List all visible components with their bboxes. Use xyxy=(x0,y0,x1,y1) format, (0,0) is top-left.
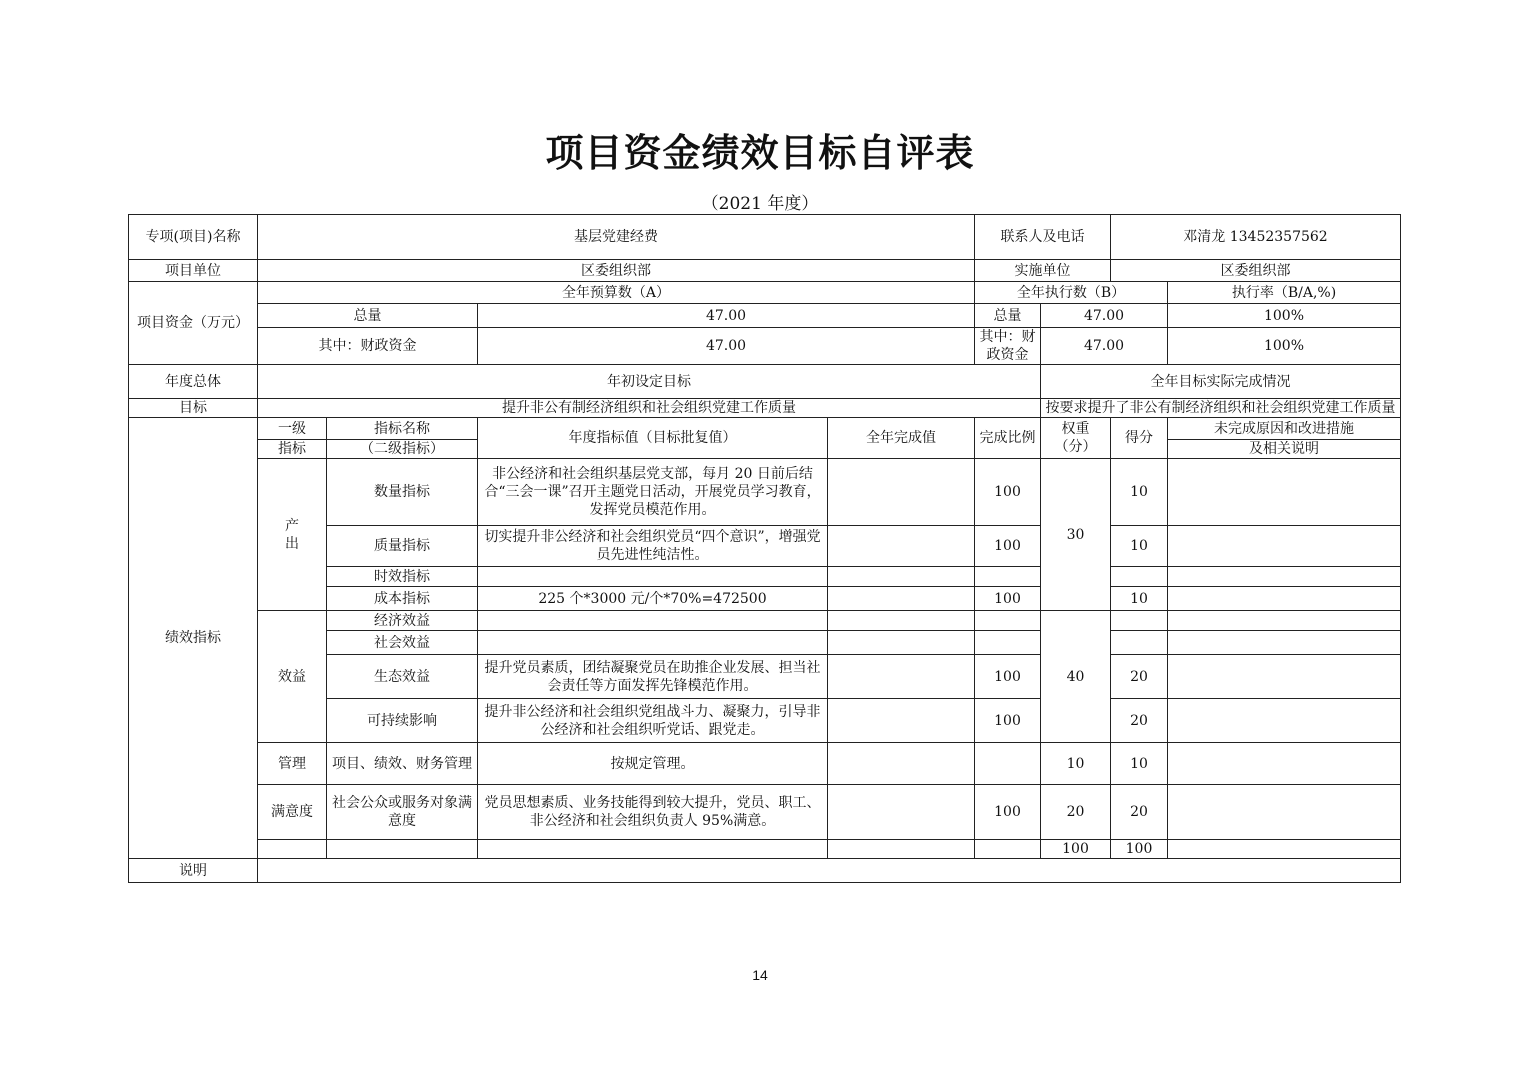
indicator-ratio: 100 xyxy=(975,526,1041,567)
col-ratio: 完成比例 xyxy=(975,418,1041,459)
indicator-actual xyxy=(828,526,975,567)
col-actual: 全年完成值 xyxy=(828,418,975,459)
indicator-target: 切实提升非公经济和社会组织党员“四个意识”，增强党员先进性纯洁性。 xyxy=(478,526,828,567)
group-benefit: 效益 xyxy=(258,611,327,743)
total-name xyxy=(327,840,478,859)
funds-label: 项目资金（万元） xyxy=(129,282,258,365)
indicator-reason xyxy=(1168,587,1401,611)
indicator-ratio: 100 xyxy=(975,655,1041,699)
weight-benefit: 40 xyxy=(1041,611,1111,743)
indicator-actual xyxy=(828,631,975,655)
indicator-ratio xyxy=(975,567,1041,587)
goal-actual-label: 全年目标实际完成情况 xyxy=(1041,365,1401,399)
indicator-score: 10 xyxy=(1111,587,1168,611)
indicator-actual xyxy=(828,655,975,699)
indicator-score xyxy=(1111,631,1168,655)
indicator-actual xyxy=(828,587,975,611)
col-level1-a: 一级 xyxy=(258,418,327,440)
indicator-reason xyxy=(1168,631,1401,655)
col-reason-b: 及相关说明 xyxy=(1168,440,1401,459)
indicator-ratio xyxy=(975,743,1041,785)
indicator-ratio: 100 xyxy=(975,587,1041,611)
unit-label: 项目单位 xyxy=(129,260,258,282)
contact-value: 邓清龙 13452357562 xyxy=(1111,215,1401,260)
total-reason xyxy=(1168,840,1401,859)
indicator-reason xyxy=(1168,785,1401,840)
indicator-name: 经济效益 xyxy=(327,611,478,631)
budget-total-label: 总量 xyxy=(258,304,478,328)
indicator-score: 20 xyxy=(1111,699,1168,743)
col-level1-b: 指标 xyxy=(258,440,327,459)
exec-fiscal-label: 其中：财政资金 xyxy=(975,328,1041,365)
rate-total: 100% xyxy=(1168,304,1401,328)
indicators-label: 绩效指标 xyxy=(129,418,258,859)
col-target: 年度指标值（目标批复值） xyxy=(478,418,828,459)
exec-fiscal: 47.00 xyxy=(1041,328,1168,365)
indicator-actual xyxy=(828,459,975,526)
col-weight: 权重（分） xyxy=(1041,418,1111,459)
indicator-actual xyxy=(828,699,975,743)
goal-set-label: 年初设定目标 xyxy=(258,365,1041,399)
indicator-target: 非公经济和社会组织基层党支部，每月 20 日前后结合“三会一课”召开主题党日活动，开展党员学习教育，发挥党员模范作用。 xyxy=(478,459,828,526)
col-name-b: （二级指标） xyxy=(327,440,478,459)
goal-actual-text: 按要求提升了非公有制经济组织和社会组织党建工作质量 xyxy=(1041,399,1401,418)
indicator-target: 按规定管理。 xyxy=(478,743,828,785)
col-reason-a: 未完成原因和改进措施 xyxy=(1168,418,1401,440)
indicator-target xyxy=(478,611,828,631)
indicator-name: 社会公众或服务对象满意度 xyxy=(327,785,478,840)
exec-total: 47.00 xyxy=(1041,304,1168,328)
total-actual xyxy=(828,840,975,859)
indicator-target: 提升非公经济和社会组织党组战斗力、凝聚力，引导非公经济和社会组织听党话、跟党走。 xyxy=(478,699,828,743)
indicator-reason xyxy=(1168,459,1401,526)
indicator-score xyxy=(1111,611,1168,631)
unit-value: 区委组织部 xyxy=(258,260,975,282)
indicator-name: 生态效益 xyxy=(327,655,478,699)
contact-label: 联系人及电话 xyxy=(975,215,1111,260)
total-level1 xyxy=(258,840,327,859)
indicator-target: 225 个*3000 元/个*70%=472500 xyxy=(478,587,828,611)
indicator-score: 10 xyxy=(1111,459,1168,526)
budget-label: 全年预算数（A） xyxy=(258,282,975,304)
indicator-score: 20 xyxy=(1111,655,1168,699)
indicator-ratio xyxy=(975,611,1041,631)
indicator-reason xyxy=(1168,655,1401,699)
indicator-target: 提升党员素质，团结凝聚党员在助推企业发展、担当社会责任等方面发挥先锋模范作用。 xyxy=(478,655,828,699)
indicator-name: 质量指标 xyxy=(327,526,478,567)
indicator-target xyxy=(478,567,828,587)
indicator-score: 10 xyxy=(1111,526,1168,567)
indicator-score: 20 xyxy=(1111,785,1168,840)
rate-fiscal: 100% xyxy=(1168,328,1401,365)
total-target xyxy=(478,840,828,859)
total-weight: 100 xyxy=(1041,840,1111,859)
indicator-target xyxy=(478,631,828,655)
year-label: （2021 年度） xyxy=(701,194,819,214)
indicator-reason xyxy=(1168,699,1401,743)
budget-fiscal: 47.00 xyxy=(478,328,975,365)
project-name-label: 专项(项目)名称 xyxy=(129,215,258,260)
indicator-reason xyxy=(1168,526,1401,567)
indicator-actual xyxy=(828,743,975,785)
total-ratio xyxy=(975,840,1041,859)
indicator-name: 数量指标 xyxy=(327,459,478,526)
indicator-weight: 10 xyxy=(1041,743,1111,785)
group-satisfaction: 满意度 xyxy=(258,785,327,840)
total-score: 100 xyxy=(1111,840,1168,859)
project-name: 基层党建经费 xyxy=(258,215,975,260)
evaluation-table xyxy=(128,214,1401,883)
indicator-reason xyxy=(1168,743,1401,785)
indicator-name: 项目、绩效、财务管理 xyxy=(327,743,478,785)
indicator-score: 10 xyxy=(1111,743,1168,785)
indicator-score xyxy=(1111,567,1168,587)
col-score: 得分 xyxy=(1111,418,1168,459)
indicator-target: 党员思想素质、业务技能得到较大提升，党员、职工、非公经济和社会组织负责人 95%满意。 xyxy=(478,785,828,840)
page-title: 项目资金绩效目标自评表 xyxy=(545,131,975,175)
indicator-weight: 20 xyxy=(1041,785,1111,840)
indicator-ratio: 100 xyxy=(975,785,1041,840)
indicator-reason xyxy=(1168,611,1401,631)
impl-label: 实施单位 xyxy=(975,260,1111,282)
budget-total: 47.00 xyxy=(478,304,975,328)
indicator-ratio: 100 xyxy=(975,699,1041,743)
exec-total-label: 总量 xyxy=(975,304,1041,328)
indicator-actual xyxy=(828,567,975,587)
page-number: 14 xyxy=(752,967,768,983)
goal-set-text: 提升非公有制经济组织和社会组织党建工作质量 xyxy=(258,399,1041,418)
indicator-name: 时效指标 xyxy=(327,567,478,587)
notes-value xyxy=(258,859,1401,883)
weight-output: 30 xyxy=(1041,459,1111,611)
indicator-name: 社会效益 xyxy=(327,631,478,655)
indicator-actual xyxy=(828,785,975,840)
rate-label: 执行率（B/A,%) xyxy=(1168,282,1401,304)
indicator-name: 成本指标 xyxy=(327,587,478,611)
indicator-ratio xyxy=(975,631,1041,655)
goal-label: 年度总体 xyxy=(129,365,258,399)
goal-label-2: 目标 xyxy=(129,399,258,418)
impl-value: 区委组织部 xyxy=(1111,260,1401,282)
exec-label: 全年执行数（B） xyxy=(975,282,1168,304)
group-output: 产出 xyxy=(258,459,327,611)
group-manage: 管理 xyxy=(258,743,327,785)
budget-fiscal-label: 其中：财政资金 xyxy=(258,328,478,365)
col-name-a: 指标名称 xyxy=(327,418,478,440)
indicator-actual xyxy=(828,611,975,631)
indicator-name: 可持续影响 xyxy=(327,699,478,743)
indicator-reason xyxy=(1168,567,1401,587)
indicator-ratio: 100 xyxy=(975,459,1041,526)
notes-label: 说明 xyxy=(129,859,258,883)
